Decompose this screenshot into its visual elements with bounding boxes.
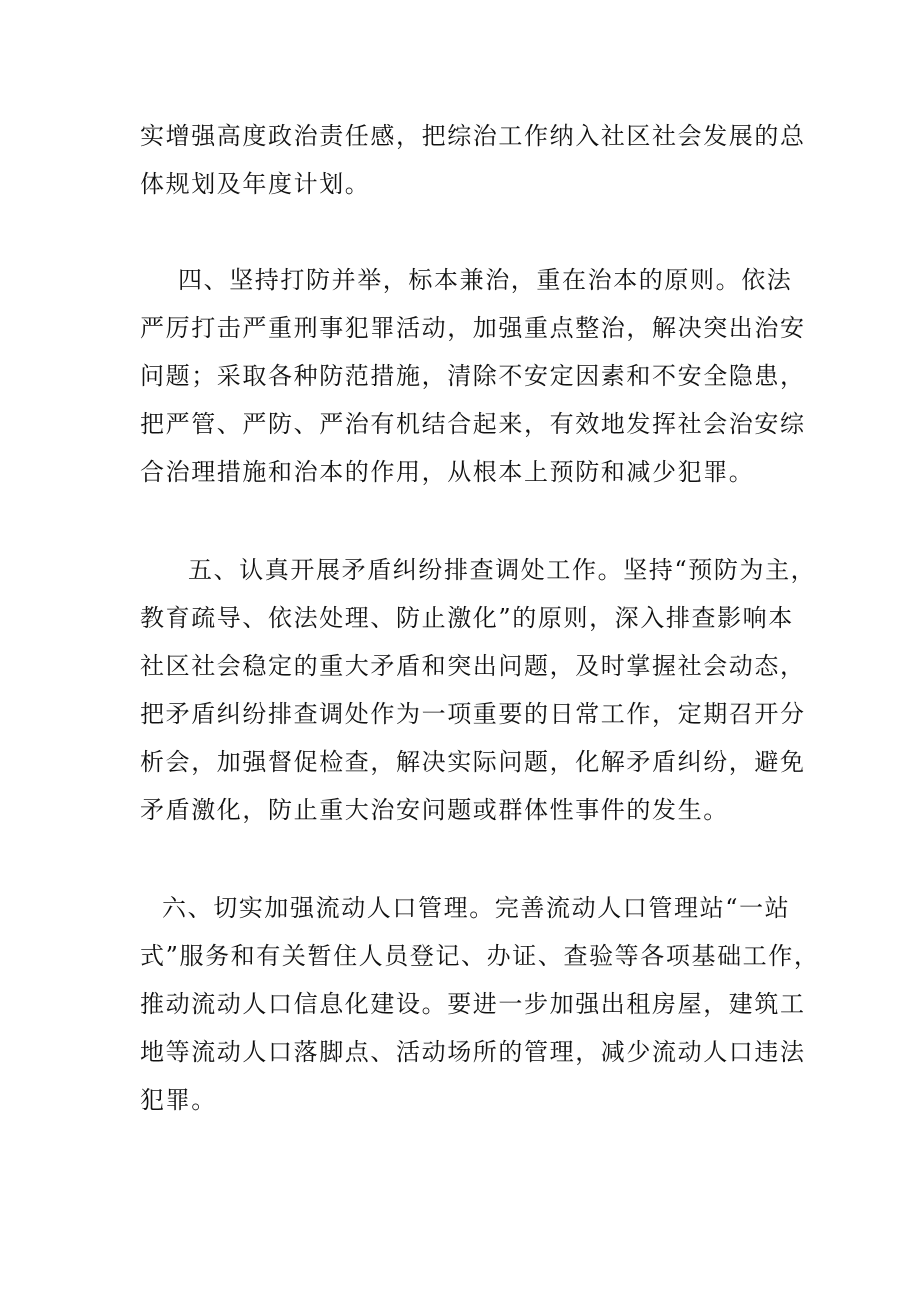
text-line: 析会，加强督促检查，解决实际问题，化解矛盾纠纷，避免 [140, 748, 806, 776]
text-line-indented: 五、认真开展矛盾纠纷排查调处工作。坚持“预防为主， [188, 556, 817, 584]
text-line: 犯罪。 [140, 1086, 217, 1114]
text-line: 地等流动人口落脚点、活动场所的管理，减少流动人口违法 [140, 1038, 806, 1066]
text-line: 严厉打击严重刑事犯罪活动，加强重点整治，解决突出治安 [140, 314, 806, 342]
text-line: 教育疏导、依法处理、防止激化”的原则，深入排查影响本 [140, 604, 794, 632]
text-line-indented: 六、切实加强流动人口管理。完善流动人口管理站“一站 [162, 894, 791, 922]
text-line: 推动流动人口信息化建设。要进一步加强出租房屋，建筑工 [140, 990, 806, 1018]
text-line: 体规划及年度计划。 [140, 170, 371, 198]
paragraph-section-4 [140, 256, 806, 496]
paragraph-section-6 [140, 884, 820, 1124]
text-line: 矛盾激化，防止重大治安问题或群体性事件的发生。 [140, 796, 729, 824]
text-line: 合治理措施和治本的作用，从根本上预防和减少犯罪。 [140, 458, 755, 486]
paragraph-intro-continued [140, 112, 806, 208]
text-line-indented: 四、坚持打防并举，标本兼治，重在治本的原则。依法 [178, 266, 793, 294]
text-line: 把矛盾纠纷排查调处作为一项重要的日常工作，定期召开分 [140, 700, 806, 728]
text-line: 把严管、严防、严治有机结合起来，有效地发挥社会治安综 [140, 410, 806, 438]
paragraph-section-5 [140, 546, 817, 834]
text-line: 实增强高度政治责任感，把综治工作纳入社区社会发展的总 [140, 122, 806, 150]
text-line: 式”服务和有关暂住人员登记、办证、查验等各项基础工作， [140, 942, 820, 970]
text-line: 社区社会稳定的重大矛盾和突出问题，及时掌握社会动态， [140, 652, 806, 680]
text-line: 问题；采取各种防范措施，清除不安定因素和不安全隐患， [140, 362, 806, 390]
